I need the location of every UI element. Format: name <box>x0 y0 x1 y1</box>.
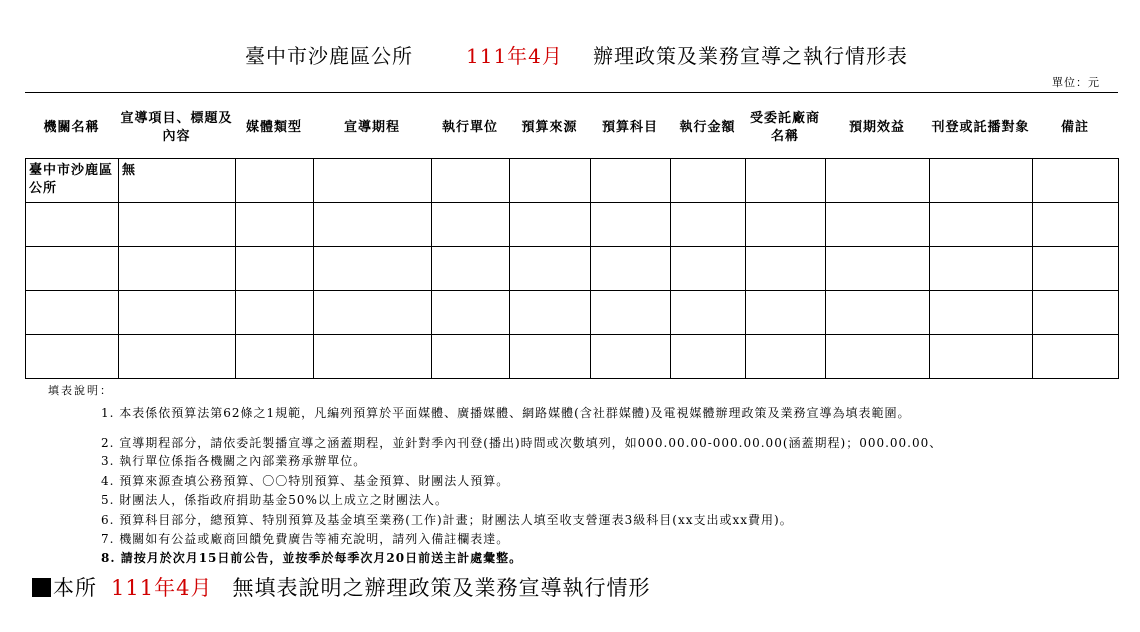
cell-text <box>236 291 313 294</box>
table-cell <box>432 291 510 335</box>
table-cell <box>671 247 746 291</box>
cell-text <box>119 247 235 250</box>
cell-text <box>432 203 509 206</box>
table-cell <box>432 159 510 203</box>
cell-text <box>591 203 670 206</box>
table-row <box>26 291 1119 335</box>
header-remarks: 備註 <box>1060 120 1089 135</box>
cell-text <box>510 203 590 206</box>
square-bullet-icon <box>32 578 51 597</box>
cell-text <box>119 335 235 338</box>
cell-text <box>930 247 1032 250</box>
cell-text <box>1033 159 1118 162</box>
cell-text <box>432 335 509 338</box>
table-cell <box>591 159 671 203</box>
table-header <box>25 103 1118 153</box>
cell-text <box>510 291 590 294</box>
data-table <box>25 158 1119 379</box>
note-item: 4. 預算來源查填公務預算、〇〇特別預算、基金預算、財團法人預算。 <box>101 474 510 488</box>
header-expected-benefit: 預期效益 <box>848 120 905 135</box>
cell-text <box>119 291 235 294</box>
note-item: 5. 財團法人，係指政府捐助基金50%以上成立之財團法人。 <box>101 493 448 507</box>
cell-text <box>671 335 745 338</box>
note-item: 6. 預算科目部分，總預算、特別預算及基金填至業務(工作)計畫；財團法人填至收支營運表3級科目(xx支出或xx費用)。 <box>101 513 793 527</box>
table-cell <box>746 291 826 335</box>
note-item: 3. 執行單位係指各機關之內部業務承辦單位。 <box>101 454 367 468</box>
cell-text <box>1033 203 1118 206</box>
cell-text <box>930 291 1032 294</box>
cell-text <box>746 203 825 206</box>
table-cell <box>930 291 1033 335</box>
header-budget-account: 預算科目 <box>601 120 658 135</box>
table-cell <box>671 159 746 203</box>
table-cell <box>314 291 432 335</box>
footer-text: 無填表說明之辦理政策及業務宣導執行情形 <box>232 576 651 600</box>
table-row <box>26 247 1119 291</box>
cell-text <box>432 247 509 250</box>
note-item: 1. 本表係依預算法第62條之1規範，凡編列預算於平面媒體、廣播媒體、網路媒體(含社群媒體)及電視媒體辦理政策及業務宣導為填表範圍。 <box>101 406 911 420</box>
table-cell <box>930 247 1033 291</box>
footer-prefix: 本所 <box>53 576 97 600</box>
note-item: 7. 機關如有公益或廠商回饋免費廣告等補充說明，請列入備註欄表達。 <box>101 532 510 546</box>
cell-text <box>746 291 825 294</box>
cell-text <box>1033 247 1118 250</box>
cell-text <box>826 291 929 294</box>
title-organization: 臺中市沙鹿區公所 <box>245 44 413 68</box>
table-cell <box>510 291 591 335</box>
table-cell <box>432 335 510 379</box>
cell-text <box>314 159 431 162</box>
table-row <box>26 203 1119 247</box>
header-target-audience: 刊登或託播對象 <box>931 120 1030 135</box>
header-contractor-name: 受委託廠商名稱 <box>749 111 820 144</box>
header-promotion-period: 宣導期程 <box>343 120 400 135</box>
table-cell <box>432 203 510 247</box>
cell-text <box>1033 291 1118 294</box>
notes-label: 填表說明： <box>48 384 113 397</box>
header-rule <box>25 92 1118 93</box>
table-cell <box>671 203 746 247</box>
table-cell <box>591 291 671 335</box>
cell-text <box>510 159 590 162</box>
cell-text <box>826 203 929 206</box>
table-cell <box>26 291 119 335</box>
table-cell <box>236 203 314 247</box>
cell-text <box>432 291 509 294</box>
table-cell <box>119 159 236 203</box>
cell-text <box>826 335 929 338</box>
table-cell <box>746 159 826 203</box>
table-cell <box>236 159 314 203</box>
cell-text <box>671 291 745 294</box>
table-cell <box>119 335 236 379</box>
table-cell <box>930 159 1033 203</box>
cell-text <box>510 335 590 338</box>
header-execution-amount: 執行金額 <box>679 120 736 135</box>
table-cell <box>26 247 119 291</box>
table-cell <box>236 335 314 379</box>
table-cell <box>314 159 432 203</box>
cell-text <box>826 247 929 250</box>
note-item: 2. 宣導期程部分，請依委託製播宣導之涵蓋期程，並針對季內刊登(播出)時間或次數填列，如000.00.00-000.00.00(涵蓋期程)；000.00.00、 <box>101 436 943 450</box>
cell-text <box>314 291 431 294</box>
cell-text <box>826 159 929 162</box>
cell-text <box>510 247 590 250</box>
cell-text: 無 <box>122 163 137 178</box>
table-cell <box>119 203 236 247</box>
header-budget-source: 預算來源 <box>521 120 578 135</box>
header-agency-name: 機關名稱 <box>43 120 100 135</box>
cell-text <box>236 203 313 206</box>
cell-text <box>432 159 509 162</box>
cell-text <box>746 247 825 250</box>
table-cell <box>510 159 591 203</box>
cell-text <box>746 335 825 338</box>
table-cell <box>510 335 591 379</box>
table-cell <box>826 335 930 379</box>
cell-text <box>26 247 118 250</box>
table-cell <box>1033 203 1119 247</box>
cell-text <box>314 247 431 250</box>
cell-text <box>671 159 745 162</box>
table-row <box>26 335 1119 379</box>
cell-text <box>591 291 670 294</box>
table-cell <box>236 291 314 335</box>
cell-text <box>26 291 118 294</box>
cell-text <box>591 247 670 250</box>
note-item-deadline: 8. 請按月於次月15日前公告，並按季於每季次月20日前送主計處彙整。 <box>101 551 523 565</box>
title-period: 111年4月 <box>466 44 563 68</box>
table-cell <box>236 247 314 291</box>
table-cell <box>119 291 236 335</box>
cell-text <box>236 247 313 250</box>
table-cell <box>930 335 1033 379</box>
table-cell <box>826 203 930 247</box>
cell-text <box>314 335 431 338</box>
cell-text: 臺中市沙鹿區公所 <box>29 163 114 196</box>
footer-period: 111年4月 <box>111 576 213 600</box>
table-cell <box>591 247 671 291</box>
table-cell <box>1033 159 1119 203</box>
table-cell <box>510 203 591 247</box>
cell-text <box>236 335 313 338</box>
cell-text <box>930 159 1032 162</box>
cell-text <box>119 203 235 206</box>
table-cell <box>314 335 432 379</box>
table-row <box>26 159 1119 203</box>
table-cell <box>510 247 591 291</box>
table-cell <box>26 159 119 203</box>
table-cell <box>671 291 746 335</box>
header-media-type: 媒體類型 <box>245 120 302 135</box>
cell-text <box>591 335 670 338</box>
table-cell <box>826 247 930 291</box>
footer-statement <box>32 572 650 602</box>
cell-text <box>930 335 1032 338</box>
cell-text <box>746 159 825 162</box>
cell-text <box>1033 335 1118 338</box>
unit-label: 單位：元 <box>1052 76 1100 89</box>
cell-text <box>314 203 431 206</box>
table-cell <box>671 335 746 379</box>
title-description: 辦理政策及業務宣導之執行情形表 <box>593 44 908 68</box>
cell-text <box>671 203 745 206</box>
header-promotion-item: 宣導項目、標題及內容 <box>120 111 233 144</box>
table-cell <box>119 247 236 291</box>
cell-text <box>591 159 670 162</box>
table-cell <box>1033 291 1119 335</box>
table-cell <box>746 335 826 379</box>
table-cell <box>26 335 119 379</box>
table-cell <box>930 203 1033 247</box>
cell-text <box>26 335 118 338</box>
table-cell <box>1033 247 1119 291</box>
table-cell <box>826 291 930 335</box>
document-title <box>0 36 1140 68</box>
table-cell <box>746 203 826 247</box>
table-cell <box>314 247 432 291</box>
table-cell <box>746 247 826 291</box>
table-cell <box>314 203 432 247</box>
cell-text <box>26 203 118 206</box>
header-executing-unit: 執行單位 <box>441 120 498 135</box>
cell-text <box>671 247 745 250</box>
table-cell <box>26 203 119 247</box>
table-cell <box>1033 335 1119 379</box>
table-cell <box>591 203 671 247</box>
table-cell <box>826 159 930 203</box>
table-cell <box>432 247 510 291</box>
table-cell <box>591 335 671 379</box>
cell-text <box>236 159 313 162</box>
cell-text <box>930 203 1032 206</box>
